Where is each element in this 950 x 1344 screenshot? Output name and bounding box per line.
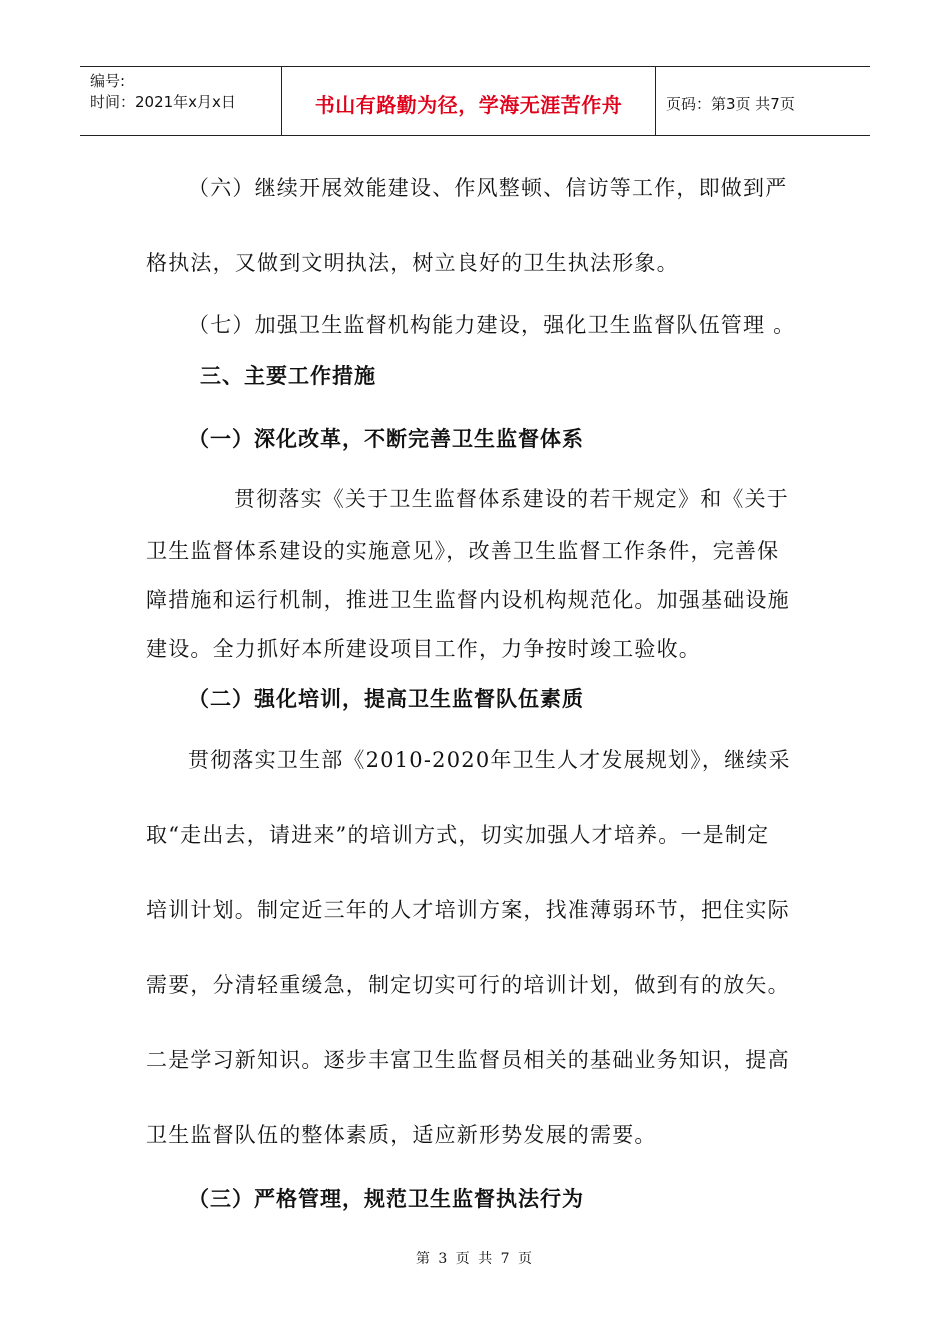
- page-footer: 第 3 页 共 7 页: [415, 1251, 535, 1267]
- time-label: 时间：2021年x月x日: [90, 93, 236, 111]
- paragraph-line: 格执法，又做到文明执法，树立良好的卫生执法形象。: [146, 251, 679, 275]
- paragraph-line: 卫生监督队伍的整体素质，适应新形势发展的需要。: [146, 1123, 657, 1147]
- paragraph-line: 二是学习新知识。逐步丰富卫生监督员相关的基础业务知识，提高: [146, 1048, 790, 1072]
- paragraph-line: 障措施和运行机制，推进卫生监督内设机构规范化。加强基础设施: [146, 588, 790, 612]
- paragraph-line: （七）加强卫生监督机构能力建设，强化卫生监督队伍管理 。: [188, 313, 796, 337]
- page-label: 页码：第3页 共7页: [666, 94, 795, 113]
- header-meta-cell: [80, 67, 282, 135]
- header-page-cell: [656, 67, 870, 135]
- paragraph-line: 培训计划。制定近三年的人才培训方案，找准薄弱环节，把住实际: [146, 898, 790, 922]
- section-heading: 三、主要工作措施: [200, 364, 376, 388]
- motto-text: 书山有路勤为径，学海无涯苦作舟: [314, 92, 623, 117]
- paragraph-line: 贯彻落实卫生部《2010-2020年卫生人才发展规划》，继续采: [188, 748, 791, 772]
- header-motto-cell: [282, 67, 656, 135]
- paragraph-line: （六）继续开展效能建设、作风整顿、信访等工作，即做到严: [188, 176, 788, 200]
- paragraph-line: 取“走出去，请进来”的培训方式，切实加强人才培养。一是制定: [146, 823, 770, 847]
- subsection-heading: （一）深化改革，不断完善卫生监督体系: [188, 427, 584, 451]
- paragraph-line: 建设。全力抓好本所建设项目工作，力争按时竣工验收。: [146, 637, 701, 661]
- paragraph-line: 需要，分清轻重缓急，制定切实可行的培训计划，做到有的放矢。: [146, 973, 790, 997]
- subsection-heading: （三）严格管理，规范卫生监督执法行为: [188, 1187, 584, 1211]
- paragraph-line: 贯彻落实《关于卫生监督体系建设的若干规定》和《关于: [234, 487, 789, 511]
- document-header: [80, 66, 870, 136]
- subsection-heading: （二）强化培训，提高卫生监督队伍素质: [188, 687, 584, 711]
- number-label: 编号:: [90, 72, 126, 90]
- paragraph-line: 卫生监督体系建设的实施意见》，改善卫生监督工作条件，完善保: [146, 539, 780, 563]
